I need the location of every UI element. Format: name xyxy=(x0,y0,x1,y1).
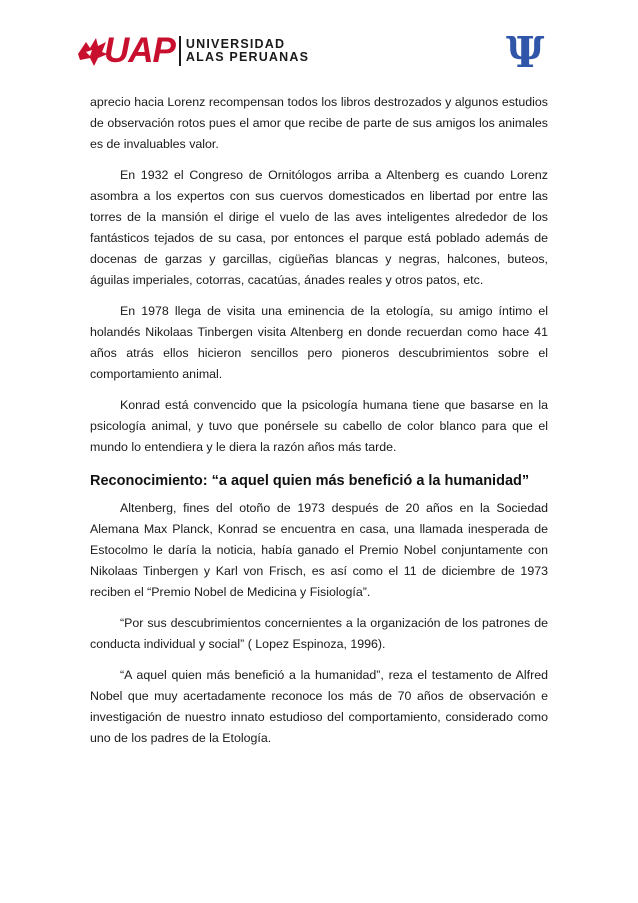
logo-uap-text: UAP xyxy=(104,31,175,70)
logo-text xyxy=(186,38,309,64)
paragraph-3: En 1978 llega de visita una eminencia de la etología, su amigo íntimo el holandés Nikolaas Tinbergen visita Altenberg en donde recuerdan como hace 41 años atrás ellos hicieron sencillos pero pioneros descubrimientos sobre el comportamiento animal. xyxy=(90,304,548,381)
paragraph-1: aprecio hacia Lorenz recompensan todos los libros destrozados y algunos estudios de observación rotos pues el amor que recibe de parte de sus amigos los animales es de invaluables valor. xyxy=(90,95,548,151)
document-body xyxy=(90,92,548,759)
logo-line-universidad: UNIVERSIDAD xyxy=(185,37,286,51)
section-heading: Reconocimiento: “a aquel quien más benefició a la humanidad” xyxy=(90,473,530,489)
paragraph-6: “Por sus descubrimientos concernientes a la organización de los patrones de conducta individual y social” ( Lopez Espinoza, 1996). xyxy=(90,616,548,651)
psychology-psi-icon: Ψ xyxy=(506,28,545,77)
page-header xyxy=(0,0,638,82)
logo-divider xyxy=(179,36,181,66)
paragraph-5: Altenberg, fines del otoño de 1973 después de 20 años en la Sociedad Alemana Max Planck, Konrad se encuentra en casa, una llamada inesperada de Estocolmo le daría la noticia, había ganado el Premio Nobel conjuntamente con Nikolaas Tinbergen y Karl von Frisch, es así como el 11 de diciembre de 1973 reciben el “Premio Nobel de Medicina y Fisiología”. xyxy=(90,501,548,599)
paragraph-2: En 1932 el Congreso de Ornitólogos arriba a Altenberg es cuando Lorenz asombra a los expertos con sus cuervos domesticados en libertad por entre las torres de la mansión el dirige el vuelo de las aves inteligentes alrededor de los fantásticos tejados de su casa, por entonces el parque está poblado además de docenas de garzas y garcillas, cigüeñas blancas y negras, halcones, buteos, águilas imperiales, cotorras, cacatúas, ánades reales y otros patos, etc. xyxy=(90,168,548,287)
logo-line-alas-peruanas: ALAS PERUANAS xyxy=(185,50,310,64)
paragraph-7: “A aquel quien más benefició a la humanidad”, reza el testamento de Alfred Nobel que muy acertadamente reconoce los más de 70 años de observación e investigación de nuestro innato estudioso del comportamiento, considerado como uno de los padres de la Etología. xyxy=(90,668,548,745)
university-logo xyxy=(76,31,310,70)
paragraph-4: Konrad está convencido que la psicología humana tiene que basarse en la psicología animal, y tuvo que ponérsele su cabello de color blanco para que el mundo lo entendiera y le diera la razón años más tarde. xyxy=(90,398,548,454)
